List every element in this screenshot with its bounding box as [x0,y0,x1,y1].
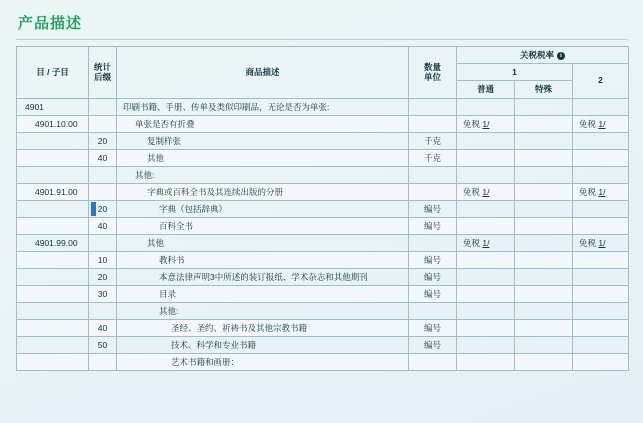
cell-rate-special [515,98,573,115]
cell-description: 印刷书籍、手册、传单及类似印刷品，无论是否为单张: [117,98,409,115]
cell-stat-suffix [89,302,117,319]
table-row[interactable] [17,200,629,217]
cell-code [17,353,89,370]
header-unit-line1: 数量 [423,61,441,72]
table-header-row-1 [17,47,629,64]
cell-code: 4901 [17,98,89,115]
table-row[interactable] [17,98,629,115]
cell-rate-special [515,234,573,251]
cell-description: 其他 [117,149,409,166]
cell-rate-special [515,285,573,302]
cell-unit: 千克 [409,132,457,149]
cell-stat-suffix [89,200,117,217]
cell-unit [409,166,457,183]
cell-stat-suffix-value: 20 [97,203,108,214]
cell-stat-suffix [89,268,117,285]
title-divider [16,39,628,40]
cell-description: 其他: [117,166,409,183]
cell-rate-special [515,166,573,183]
cell-rate-col2 [573,98,629,115]
cell-stat-suffix-value: 30 [97,288,108,299]
cell-rate-general [457,149,515,166]
cell-code [17,166,89,183]
cell-unit: 编号 [409,268,457,285]
cell-rate-special [515,302,573,319]
cell-rate-general [457,319,515,336]
header-description: 商品描述 [117,47,409,99]
cell-rate-special [515,183,573,200]
cell-unit: 编号 [409,336,457,353]
cell-description: 圣经、圣约、祈祷书及其他宗教书籍 [117,319,409,336]
header-rate-col2: 2 [573,63,629,98]
cell-description: 艺术书籍和画册： [117,353,409,370]
header-code: 目 / 子目 [17,47,89,99]
cell-stat-suffix [89,251,117,268]
cell-stat-suffix [89,353,117,370]
cell-rate-general [457,268,515,285]
table-row[interactable] [17,268,629,285]
cell-stat-suffix [89,183,117,200]
cell-rate-col2 [573,132,629,149]
cell-stat-suffix [89,336,117,353]
cell-rate-col2 [573,217,629,234]
cell-rate-general: 免税 1/ [457,234,515,251]
cell-stat-suffix-value: 40 [97,152,108,163]
cell-description: 其他 [117,234,409,251]
cell-rate-col2: 免税 1/ [573,115,629,132]
cell-code: 4901.99.00 [17,234,89,251]
table-body [17,98,629,370]
cell-description: 字典（包括辞典） [117,200,409,217]
cell-unit: 编号 [409,319,457,336]
page-title: 产品描述 [18,15,83,32]
cell-rate-col2 [573,166,629,183]
cell-stat-suffix [89,319,117,336]
cell-stat-suffix-value: 10 [97,254,108,265]
header-rate-general: 普通 [457,81,515,99]
table-row[interactable] [17,115,629,132]
cell-code [17,200,89,217]
cell-rate-special [515,115,573,132]
cell-stat-suffix-value: 50 [97,339,108,350]
cell-unit [409,183,457,200]
cell-code [17,268,89,285]
cell-rate-general: 免税 1/ [457,115,515,132]
cell-rate-special [515,132,573,149]
cell-rate-special [515,251,573,268]
cell-code [17,302,89,319]
cell-unit: 千克 [409,149,457,166]
cell-rate-special [515,268,573,285]
cell-rate-general [457,98,515,115]
cell-description: 技术、科学和专业书籍 [117,336,409,353]
cell-stat-suffix [89,98,117,115]
cell-unit: 编号 [409,217,457,234]
cell-rate-col2: 免税 1/ [573,234,629,251]
cell-stat-suffix-value: 20 [97,271,108,282]
cell-code [17,336,89,353]
cell-code [17,285,89,302]
table-row[interactable] [17,234,629,251]
tariff-table [16,46,629,371]
cell-rate-col2 [573,353,629,370]
cell-stat-suffix [89,149,117,166]
header-unit [409,47,457,99]
header-duty-rates-label: 关税税率 [519,50,554,60]
cell-rate-special [515,319,573,336]
cell-code [17,149,89,166]
cell-unit [409,115,457,132]
cell-description: 百科全书 [117,217,409,234]
cell-unit [409,234,457,251]
cell-unit [409,302,457,319]
cell-rate-general [457,285,515,302]
cell-rate-general [457,200,515,217]
cell-rate-general [457,336,515,353]
cell-description: 教科书 [117,251,409,268]
cell-rate-col2 [573,302,629,319]
cell-stat-suffix [89,234,117,251]
cell-stat-suffix-value: 40 [97,220,108,231]
header-rate-special: 特殊 [515,81,573,99]
cell-unit [409,98,457,115]
header-stat-suffix [89,47,117,99]
cell-description: 本意法律声明3中所述的装订报纸、学术杂志和其他期刊 [117,268,409,285]
cell-rate-general [457,166,515,183]
cell-rate-col2 [573,149,629,166]
table-row[interactable] [17,251,629,268]
cell-code: 4901.10.00 [17,115,89,132]
cell-rate-general [457,302,515,319]
cell-rate-col2 [573,336,629,353]
header-unit-line2: 单位 [423,72,441,83]
table-head [17,47,629,99]
cell-description: 复制样张 [117,132,409,149]
table-row[interactable] [17,217,629,234]
cell-rate-special [515,336,573,353]
header-rate-col1: 1 [457,63,573,81]
cell-description: 目录 [117,285,409,302]
table-row[interactable] [17,285,629,302]
cell-stat-suffix [89,115,117,132]
cell-rate-col2: 免税 1/ [573,183,629,200]
cell-stat-suffix [89,166,117,183]
cell-rate-col2 [573,319,629,336]
cell-rate-general [457,251,515,268]
table-row[interactable] [17,336,629,353]
table-row[interactable] [17,353,629,370]
cell-stat-suffix-value: 40 [97,322,108,333]
cell-code [17,132,89,149]
table-row[interactable] [17,319,629,336]
cell-rate-special [515,217,573,234]
cell-unit: 编号 [409,285,457,302]
cell-description: 单张是否有折叠 [117,115,409,132]
cell-rate-col2 [573,285,629,302]
cell-stat-suffix [89,285,117,302]
cell-rate-general [457,132,515,149]
cell-code [17,217,89,234]
cell-rate-special [515,149,573,166]
cell-rate-col2 [573,268,629,285]
table-row[interactable] [17,183,629,200]
table-row[interactable] [17,149,629,166]
header-stat-line2: 后缀 [93,72,111,83]
cell-rate-general [457,217,515,234]
cell-rate-col2 [573,251,629,268]
cell-code [17,319,89,336]
table-row[interactable] [17,166,629,183]
cell-unit: 编号 [409,251,457,268]
cell-stat-suffix [89,132,117,149]
cell-stat-suffix-value: 20 [97,135,108,146]
table-row[interactable] [17,302,629,319]
cell-stat-suffix [89,217,117,234]
table-row[interactable] [17,132,629,149]
cell-code [17,251,89,268]
info-icon[interactable]: i [557,52,565,60]
cell-code: 4901.91.00 [17,183,89,200]
cell-description: 其他: [117,302,409,319]
cell-unit: 编号 [409,200,457,217]
cell-unit [409,353,457,370]
row-marker [91,202,96,216]
cell-rate-col2 [573,200,629,217]
header-stat-line1: 统计 [93,61,111,72]
cell-rate-special [515,200,573,217]
cell-rate-special [515,353,573,370]
cell-rate-general [457,353,515,370]
cell-rate-general: 免税 1/ [457,183,515,200]
header-duty-rates [457,47,629,64]
cell-description: 字典或百科全书及其连续出版的分册 [117,183,409,200]
